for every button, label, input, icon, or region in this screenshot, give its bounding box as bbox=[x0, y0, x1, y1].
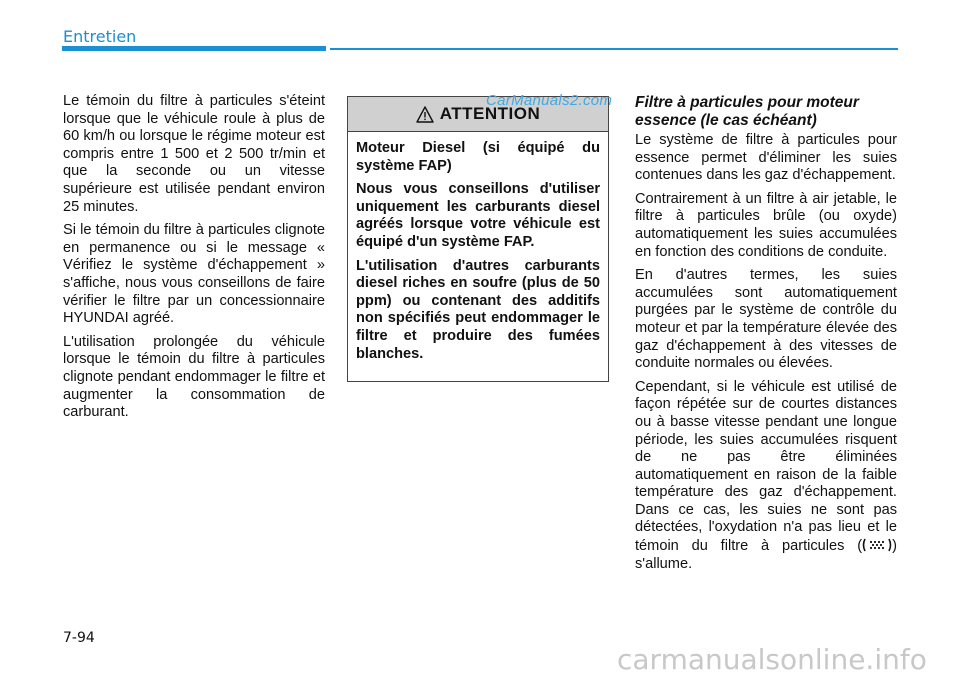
site-watermark: carmanualsonline.info bbox=[617, 643, 927, 676]
attention-box bbox=[347, 96, 609, 382]
page-number: 7-94 bbox=[63, 630, 95, 646]
right-paragraph: Contrairement à un filtre à air jetable, le filtre à particules brûle (ou oxyde) automatiquement les suies accumulées en fonction des conditions de conduite. bbox=[635, 190, 897, 260]
particulate-filter-icon bbox=[862, 537, 892, 553]
attention-title: ATTENTION bbox=[439, 104, 541, 123]
right-subheading: Filtre à particules pour moteur essence (le cas échéant) bbox=[635, 94, 859, 129]
right-paragraph: Le système de filtre à particules pour essence permet d'éliminer les suies contenues dans les gaz d'échappement. bbox=[635, 132, 897, 184]
right-paragraph-text-end: ) s'allume. bbox=[635, 538, 897, 572]
attention-paragraph: Nous vous conseillons d'utiliser uniquement les carburants diesel agréés lorsque votre véhicule est équipé d'un système FAP. bbox=[356, 181, 600, 250]
attention-paragraph: Moteur Diesel (si équipé du système FAP) bbox=[356, 140, 600, 174]
section-title: Entretien bbox=[63, 27, 137, 46]
watermark-link[interactable]: CarManuals2.com bbox=[486, 92, 613, 109]
left-paragraph: Si le témoin du filtre à particules clignote en permanence ou si le message « Vérifiez le système d'échappement » s'affiche, nous vous conseillons de faire vérifier le filtre par un concessionnaire HYUNDAI agréé. bbox=[63, 222, 325, 327]
right-column bbox=[635, 132, 897, 579]
header-rule-thick bbox=[62, 46, 326, 51]
left-paragraph: L'utilisation prolongée du véhicule lorsque le témoin du filtre à particules clignote pendant endommager le filtre et augmenter la consommation de carburant. bbox=[63, 333, 325, 421]
warning-triangle-icon bbox=[416, 106, 434, 123]
left-paragraph: Le témoin du filtre à particules s'éteint lorsque que le véhicule roule à plus de 60 km/h ou lorsque le régime moteur est compris entre 1 500 et 2 500 tr/min et que la seconde ou un vitesse supérieure est utilisée pendant environ 25 minutes. bbox=[63, 93, 325, 215]
right-paragraph bbox=[635, 379, 897, 574]
attention-paragraph: L'utilisation d'autres carburants diesel riches en soufre (plus de 50 ppm) ou contenant des additifs non spécifiés peut endommager le filtre et produire des fumées blanches. bbox=[356, 257, 600, 362]
left-column bbox=[63, 93, 325, 428]
right-paragraph: En d'autres termes, les suies accumulées sont automatiquement purgées par le système de contrôle du moteur et par la température élevée des gaz d'échappement à des vitesses de conduite normales ou élevées. bbox=[635, 267, 897, 372]
attention-body bbox=[348, 132, 608, 363]
header-rule-thin bbox=[330, 48, 898, 50]
right-paragraph-text: Cependant, si le véhicule est utilisé de façon répétée sur de courtes distances ou à basse vitesse pendant une longue période, les suies accumulées risquent de ne pas être éliminées automatiquement en raison de la faible température des gaz d'échappement. Dans ce cas, les suies ne sont pas détectées, l'oxydation n'a pas lieu et le témoin du filtre à particules ( bbox=[635, 378, 897, 555]
